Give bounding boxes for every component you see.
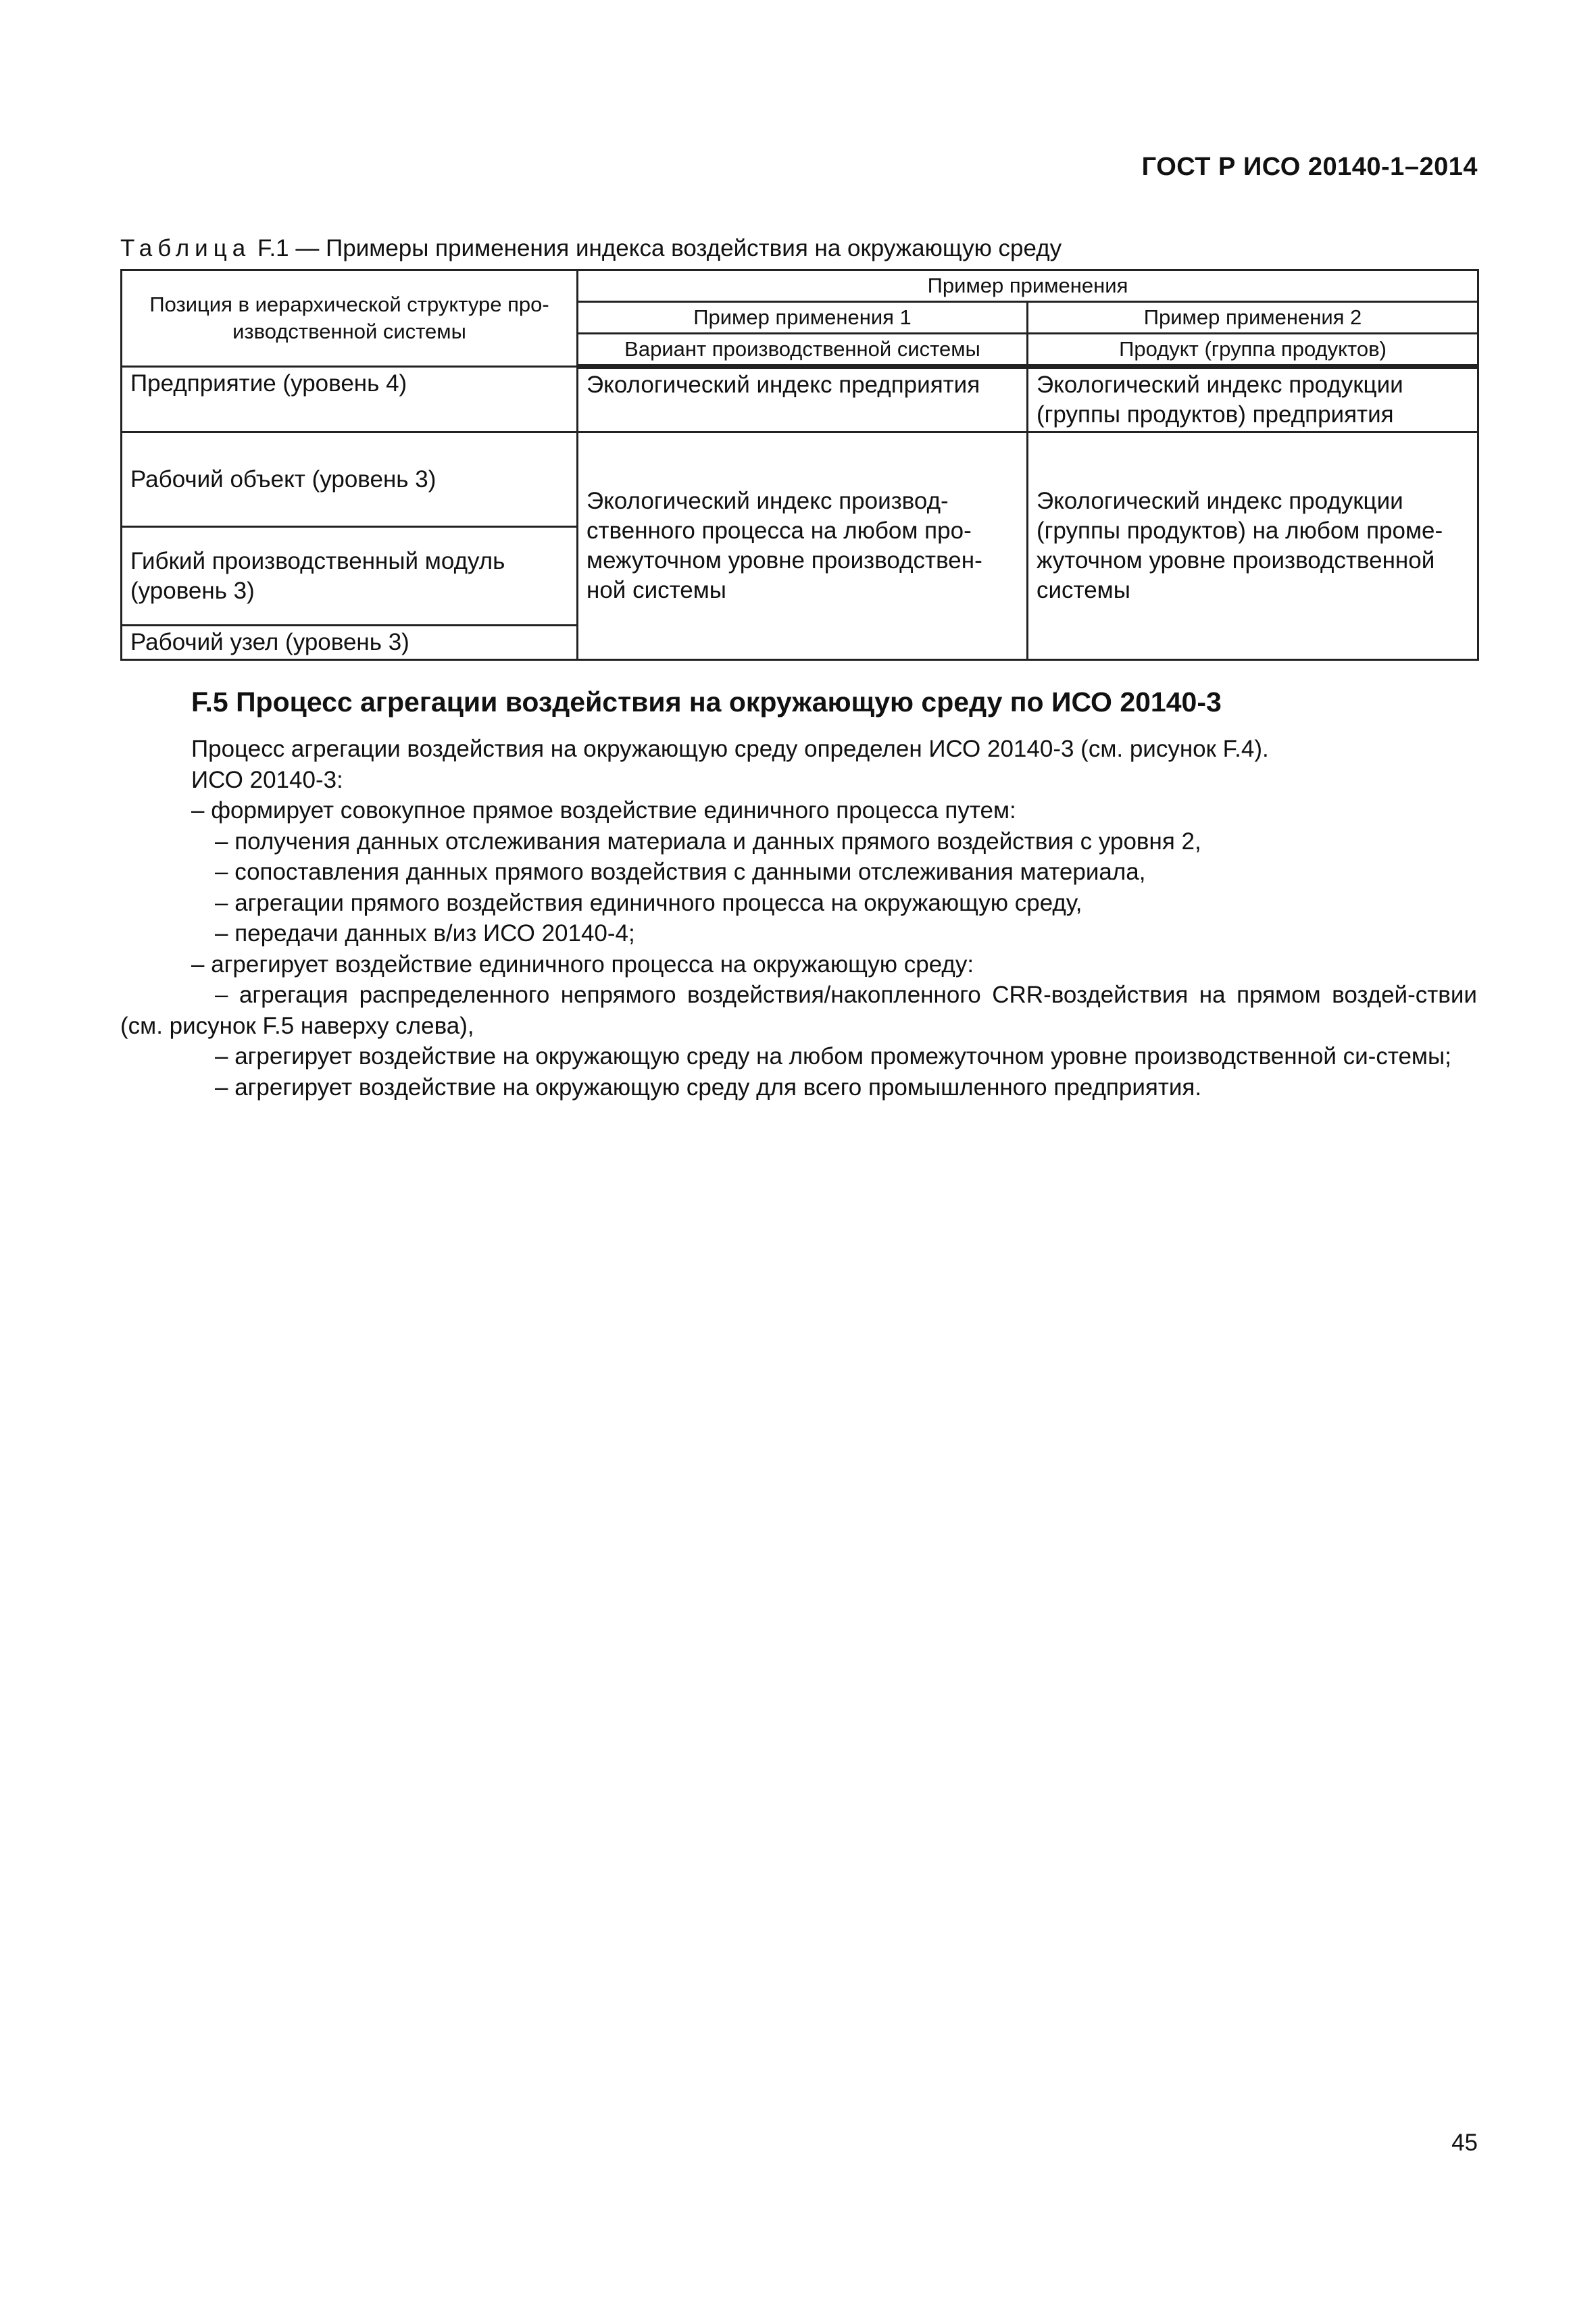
cell-merged-example-2: Экологический индекс продукции (группы продуктов) на любом проме-жуточном уровне производственной системы (1028, 432, 1478, 660)
cell-position: Рабочий объект (уровень 3) (122, 432, 578, 527)
table-row (122, 432, 1478, 527)
list-item: – агрегирует воздействие на окружающую среду для всего промышленного предприятия. (215, 1074, 1202, 1101)
table-caption (120, 235, 1062, 262)
paragraph: Процесс агрегации воздействия на окружающую среду определен ИСО 20140-3 (см. рисунок F.4). (191, 736, 1269, 762)
cell-example-1: Экологический индекс предприятия (578, 367, 1028, 432)
section-title: F.5 Процесс агрегации воздействия на окружающую среду по ИСО 20140-3 (191, 686, 1222, 718)
table-caption-prefix: Таблица (120, 235, 251, 261)
cell-example-2: Экологический индекс продукции (группы продуктов) предприятия (1028, 367, 1478, 432)
environmental-index-table (120, 269, 1479, 661)
cell-merged-example-1: Экологический индекс производ-ственного процесса на любом про-межуточном уровне производствен-ной системы (578, 432, 1028, 660)
list-item: – агрегирует воздействие на окружающую среду на любом промежуточном уровне производственной си-стемы; (215, 1043, 1451, 1070)
list-item: – формирует совокупное прямое воздействие единичного процесса путем: (191, 797, 1016, 824)
table-caption-text: F.1 — Примеры применения индекса воздействия на окружающую среду (251, 235, 1062, 261)
cell-position: Рабочий узел (уровень 3) (122, 626, 578, 660)
table-row (122, 367, 1478, 432)
list-item: – передачи данных в/из ИСО 20140-4; (215, 920, 635, 947)
header-application-group: Пример применения (578, 270, 1478, 302)
list-item: – сопоставления данных прямого воздействия с данными отслеживания материала, (215, 859, 1146, 885)
header-example-2: Пример применения 2 (1028, 302, 1478, 334)
list-item: – агрегация распределенного непрямого воздействия/накопленного CRR-воздействия на прямом воздей-ствии (см. рисунок F.5 наверху слева), (120, 982, 1477, 1039)
cell-position: Гибкий производственный модуль (уровень 3) (122, 527, 578, 626)
header-example-1: Пример применения 1 (578, 302, 1028, 334)
cell-position: Предприятие (уровень 4) (122, 367, 578, 432)
page-number: 45 (1451, 2130, 1478, 2156)
list-item: – агрегации прямого воздействия единичного процесса на окружающую среду, (215, 889, 1082, 916)
header-position: Позиция в иерархической структуре про-изводственной системы (122, 270, 578, 367)
list-item: – агрегирует воздействие единичного процесса на окружающую среду: (191, 951, 974, 978)
header-variant-2: Продукт (группа продуктов) (1028, 334, 1478, 367)
document-id-header: ГОСТ Р ИСО 20140-1–2014 (1141, 153, 1478, 181)
list-item: – получения данных отслеживания материала и данных прямого воздействия с уровня 2, (215, 828, 1201, 855)
section-body (120, 734, 1477, 1103)
paragraph: ИСО 20140-3: (191, 766, 343, 793)
header-variant-1: Вариант производственной системы (578, 334, 1028, 367)
